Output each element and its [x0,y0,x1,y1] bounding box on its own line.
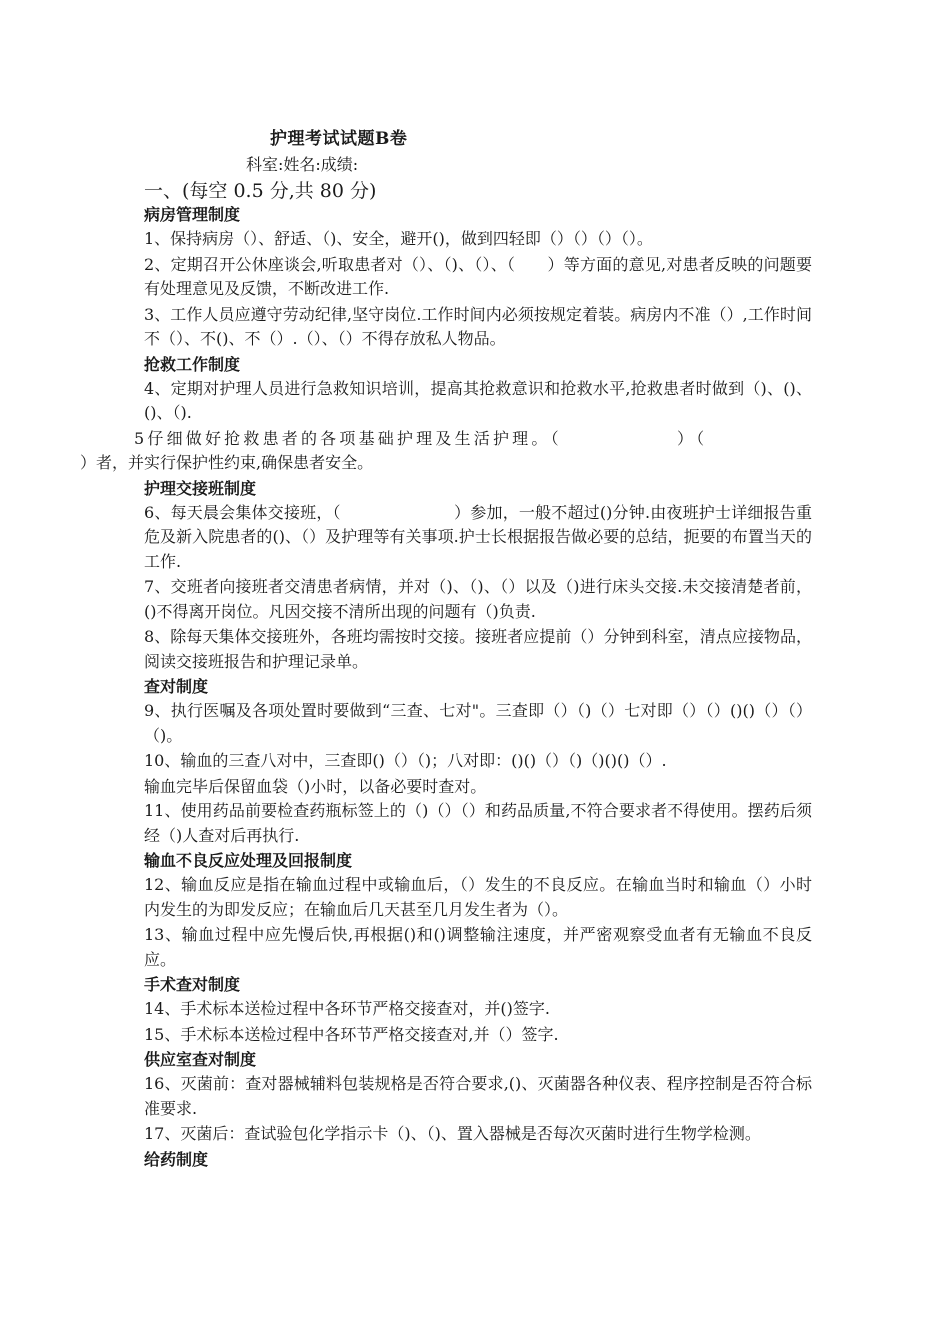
question-10: 10、输血的三查八对中，三查即()（）（)；八对即：()()（）（)（)()()（）. [144,751,667,770]
question-5-continued: ）者，并实行保护性约束,确保患者安全。 [80,453,374,472]
question-11: 11、使用药品前要检查药瓶标签上的（)（）（）和药品质量,不符合要求者不得使用。摆药后须经（)人查对后再执行. [144,801,812,845]
question-7: 7、交班者向接班者交清患者病情，并对（)、（)、（）以及（)进行床头交接.未交接清楚者前，()不得离开岗位。凡因交接不清所出现的问题有（)负责. [144,577,812,621]
question-2: 2、定期召开公休座谈会,听取患者对（）、（)、（）、（ ）等方面的意见,对患者反映的问题要有处理意见及反馈，不断改进工作. [144,254,812,298]
question-12: 12、输血反应是指在输血过程中或输血后，（）发生的不良反应。在输血当时和输血（）小时内发生的为即发反应；在输血后几天甚至几月发生者为（）。 [144,875,812,919]
question-16: 16、灭菌前：查对器械辅料包装规格是否符合要求,()、灭菌器各种仪表、程序控制是否符合标准要求. [144,1074,812,1118]
question-4: 4、定期对护理人员进行急救知识培训，提高其抢救意识和抢救水平,抢救患者时做到（)、()、()、（). [144,378,812,422]
question-14: 14、手术标本送检过程中各环节严格交接查对，并()签字. [144,999,550,1018]
exam-content [80,202,812,1172]
question-17: 17、灭菌后：查试验包化学指示卡（)、（)、置入器械是否每次灭菌时进行生物学检测。 [144,1124,761,1143]
question-6: 6、每天晨会集体交接班，（ ）参加，一般不超过()分钟.由夜班护士详细报告重危及新入院患者的()、（）及护理等有关事项.护士长根据报告做必要的总结，扼要的布置当天的工作. [144,502,812,571]
question-8: 8、除每天集体交接班外，各班均需按时交接。接班者应提前（）分钟到科室，清点应接物品，阅读交接班报告和护理记录单。 [144,627,812,671]
exam-info-line: 科室:姓名:成绩: [246,155,359,174]
question-3: 3、工作人员应遵守劳动纪律,坚守岗位.工作时间内必须按规定着装。病房内不准（）,工作时间不（）、不()、不（）.（）、（）不得存放私人物品。 [144,304,812,348]
question-9: 9、执行医嘱及各项处置时要做到“三查、七对"。三查即（）（)（）七对即（）（）()()（）（）（)。 [144,701,812,745]
question-10-note: 输血完毕后保留血袋（)小时，以备必要时查对。 [144,776,487,796]
section-heading: 病房管理制度 [144,205,241,224]
question-13: 13、输血过程中应先慢后快,再根据()和()调整输注速度，并严密观察受血者有无输血不良反应。 [144,925,812,969]
section-heading: 抢救工作制度 [144,354,241,374]
section-heading: 护理交接班制度 [144,478,257,498]
part-heading: 一、(每空 0.5 分,共 80 分) [144,180,377,202]
section-heading: 查对制度 [144,677,209,696]
exam-title: 护理考试试题B卷 [270,129,408,149]
section-heading: 给药制度 [144,1149,209,1169]
section-heading: 输血不良反应处理及回报制度 [144,851,353,870]
section-heading: 供应室查对制度 [144,1050,257,1069]
question-1: 1、保持病房（）、舒适、（)、安全，避开()，做到四轻即（）（）（）（）。 [144,229,653,248]
section-heading: 手术查对制度 [144,975,241,994]
question-15: 15、手术标本送检过程中各环节严格交接查对,并（）签字. [144,1024,559,1044]
question-5: 5仔细做好抢救患者的各项基础护理及生活护理。（ ）（ [134,428,708,448]
